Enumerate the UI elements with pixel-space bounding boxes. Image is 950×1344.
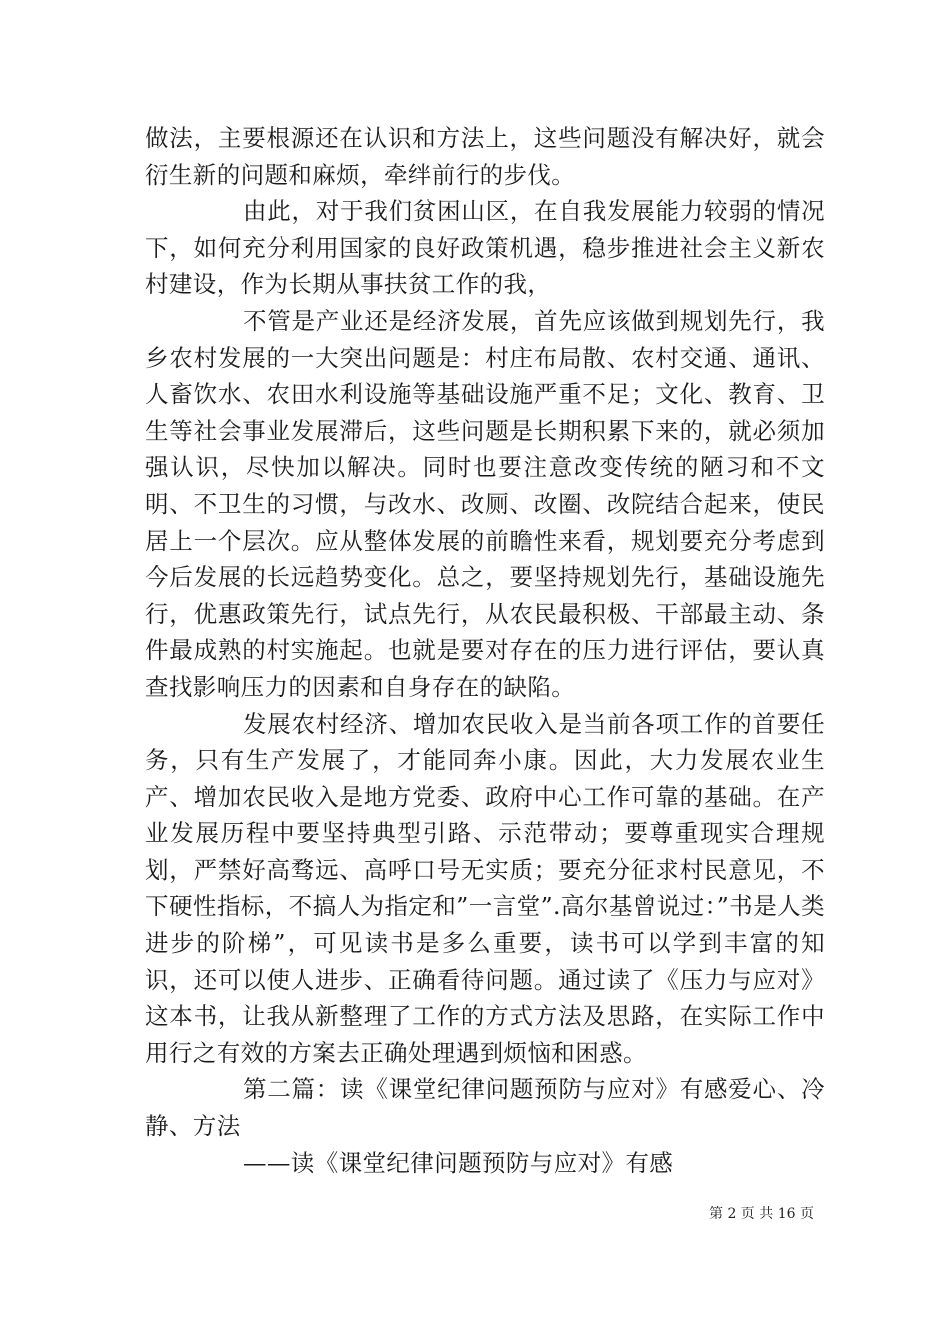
paragraph-2: 由此，对于我们贫困山区，在自我发展能力较弱的情况下，如何充分利用国家的良好政策机遇，稳步推进社会主义新农村建设，作为长期从事扶贫工作的我， <box>145 197 825 299</box>
paragraph-3: 不管是产业还是经济发展，首先应该做到规划先行，我乡农村发展的一大突出问题是：村庄布局散、农村交通、通讯、人畜饮水、农田水利设施等基础设施严重不足；文化、教育、卫生等社会事业发展滞后，这些问题是长期积累下来的，就必须加强认识，尽快加以解决。同时也要注意改变传统的陋习和不文明、不卫生的习惯，与改水、改厕、改圈、改院结合起来，使民居上一个层次。应从整体发展的前瞻性来看，规划要充分考虑到今后发展的长远趋势变化。总之，要坚持规划先行，基础设施先行，优惠政策先行，试点先行，从农民最积极、干部最主动、条件最成熟的村实施起。也就是要对存在的压力进行评估，要认真查找影响压力的因素和自身存在的缺陷。 <box>145 306 825 701</box>
page-number-footer: 第 2 页 共 16 页 <box>709 1206 814 1222</box>
section-heading: 第二篇：读《课堂纪律问题预防与应对》有感爱心、冷静、方法 <box>145 1075 825 1141</box>
paragraph-4: 发展农村经济、增加农民收入是当前各项工作的首要任务，只有生产发展了，才能同奔小康。因此，大力发展农业生产、增加农民收入是地方党委、政府中心工作可靠的基础。在产业发展历程中要坚持典型引路、示范带动；要尊重现实合理规划，严禁好高骛远、高呼口号无实质；要充分征求村民意见，不下硬性指标，不搞人为指定和”一言堂”.高尔基曾说过：”书是人类进步的阶梯”，可见读书是多么重要，读书可以学到丰富的知识，还可以使人进步、正确看待问题。通过读了《压力与应对》这本书，让我从新整理了工作的方式方法及思路，在实际工作中用行之有效的方案去正确处理遇到烦恼和困惑。 <box>145 709 825 1067</box>
paragraph-1: 做法，主要根源还在认识和方法上，这些问题没有解决好，就会衍生新的问题和麻烦，牵绊前行的步伐。 <box>145 124 825 189</box>
section-subtitle: ——读《课堂纪律问题预防与应对》有感 <box>243 1148 674 1177</box>
document-body <box>145 120 825 1181</box>
